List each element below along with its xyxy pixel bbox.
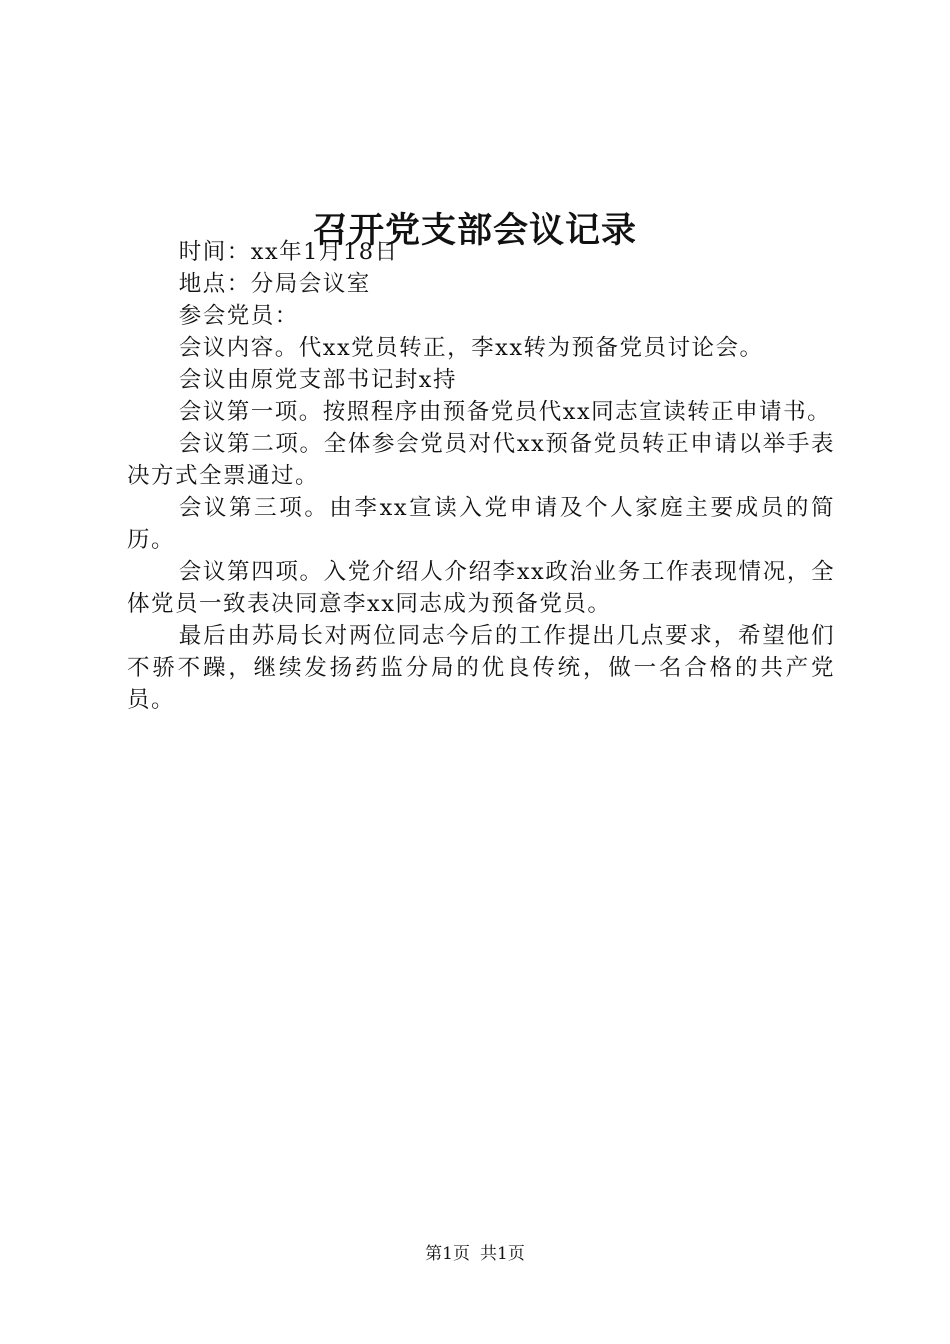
document-title: 召开党支部会议记录 <box>312 210 637 252</box>
agenda-item-3: 会议第三项。由李xx宣读入党申请及个人家庭主要成员的简历。 <box>127 495 835 553</box>
agenda-item-1: 会议第一项。按照程序由预备党员代xx同志宣读转正申请书。 <box>178 399 832 425</box>
page-number: 第1页 <box>425 1244 470 1264</box>
meeting-time: 时间：xx年1月18日 <box>178 239 399 265</box>
meeting-attendees: 参会党员： <box>178 303 299 329</box>
meeting-content: 会议内容。代xx党员转正，李xx转为预备党员讨论会。 <box>178 335 764 361</box>
agenda-item-4: 会议第四项。入党介绍人介绍李xx政治业务工作表现情况，全体党员一致表决同意李xx同志成为预备党员。 <box>127 559 835 617</box>
meeting-host: 会议由原党支部书记封x持 <box>178 367 457 393</box>
agenda-item-2: 会议第二项。全体参会党员对代xx预备党员转正申请以举手表决方式全票通过。 <box>127 431 835 489</box>
meeting-location: 地点：分局会议室 <box>178 271 371 297</box>
closing-remarks: 最后由苏局长对两位同志今后的工作提出几点要求，希望他们不骄不躁，继续发扬药监分局的优良传统，做一名合格的共产党员。 <box>127 623 835 713</box>
document-body <box>127 236 835 716</box>
page-total: 共1页 <box>480 1244 525 1264</box>
page-footer <box>0 1240 950 1268</box>
